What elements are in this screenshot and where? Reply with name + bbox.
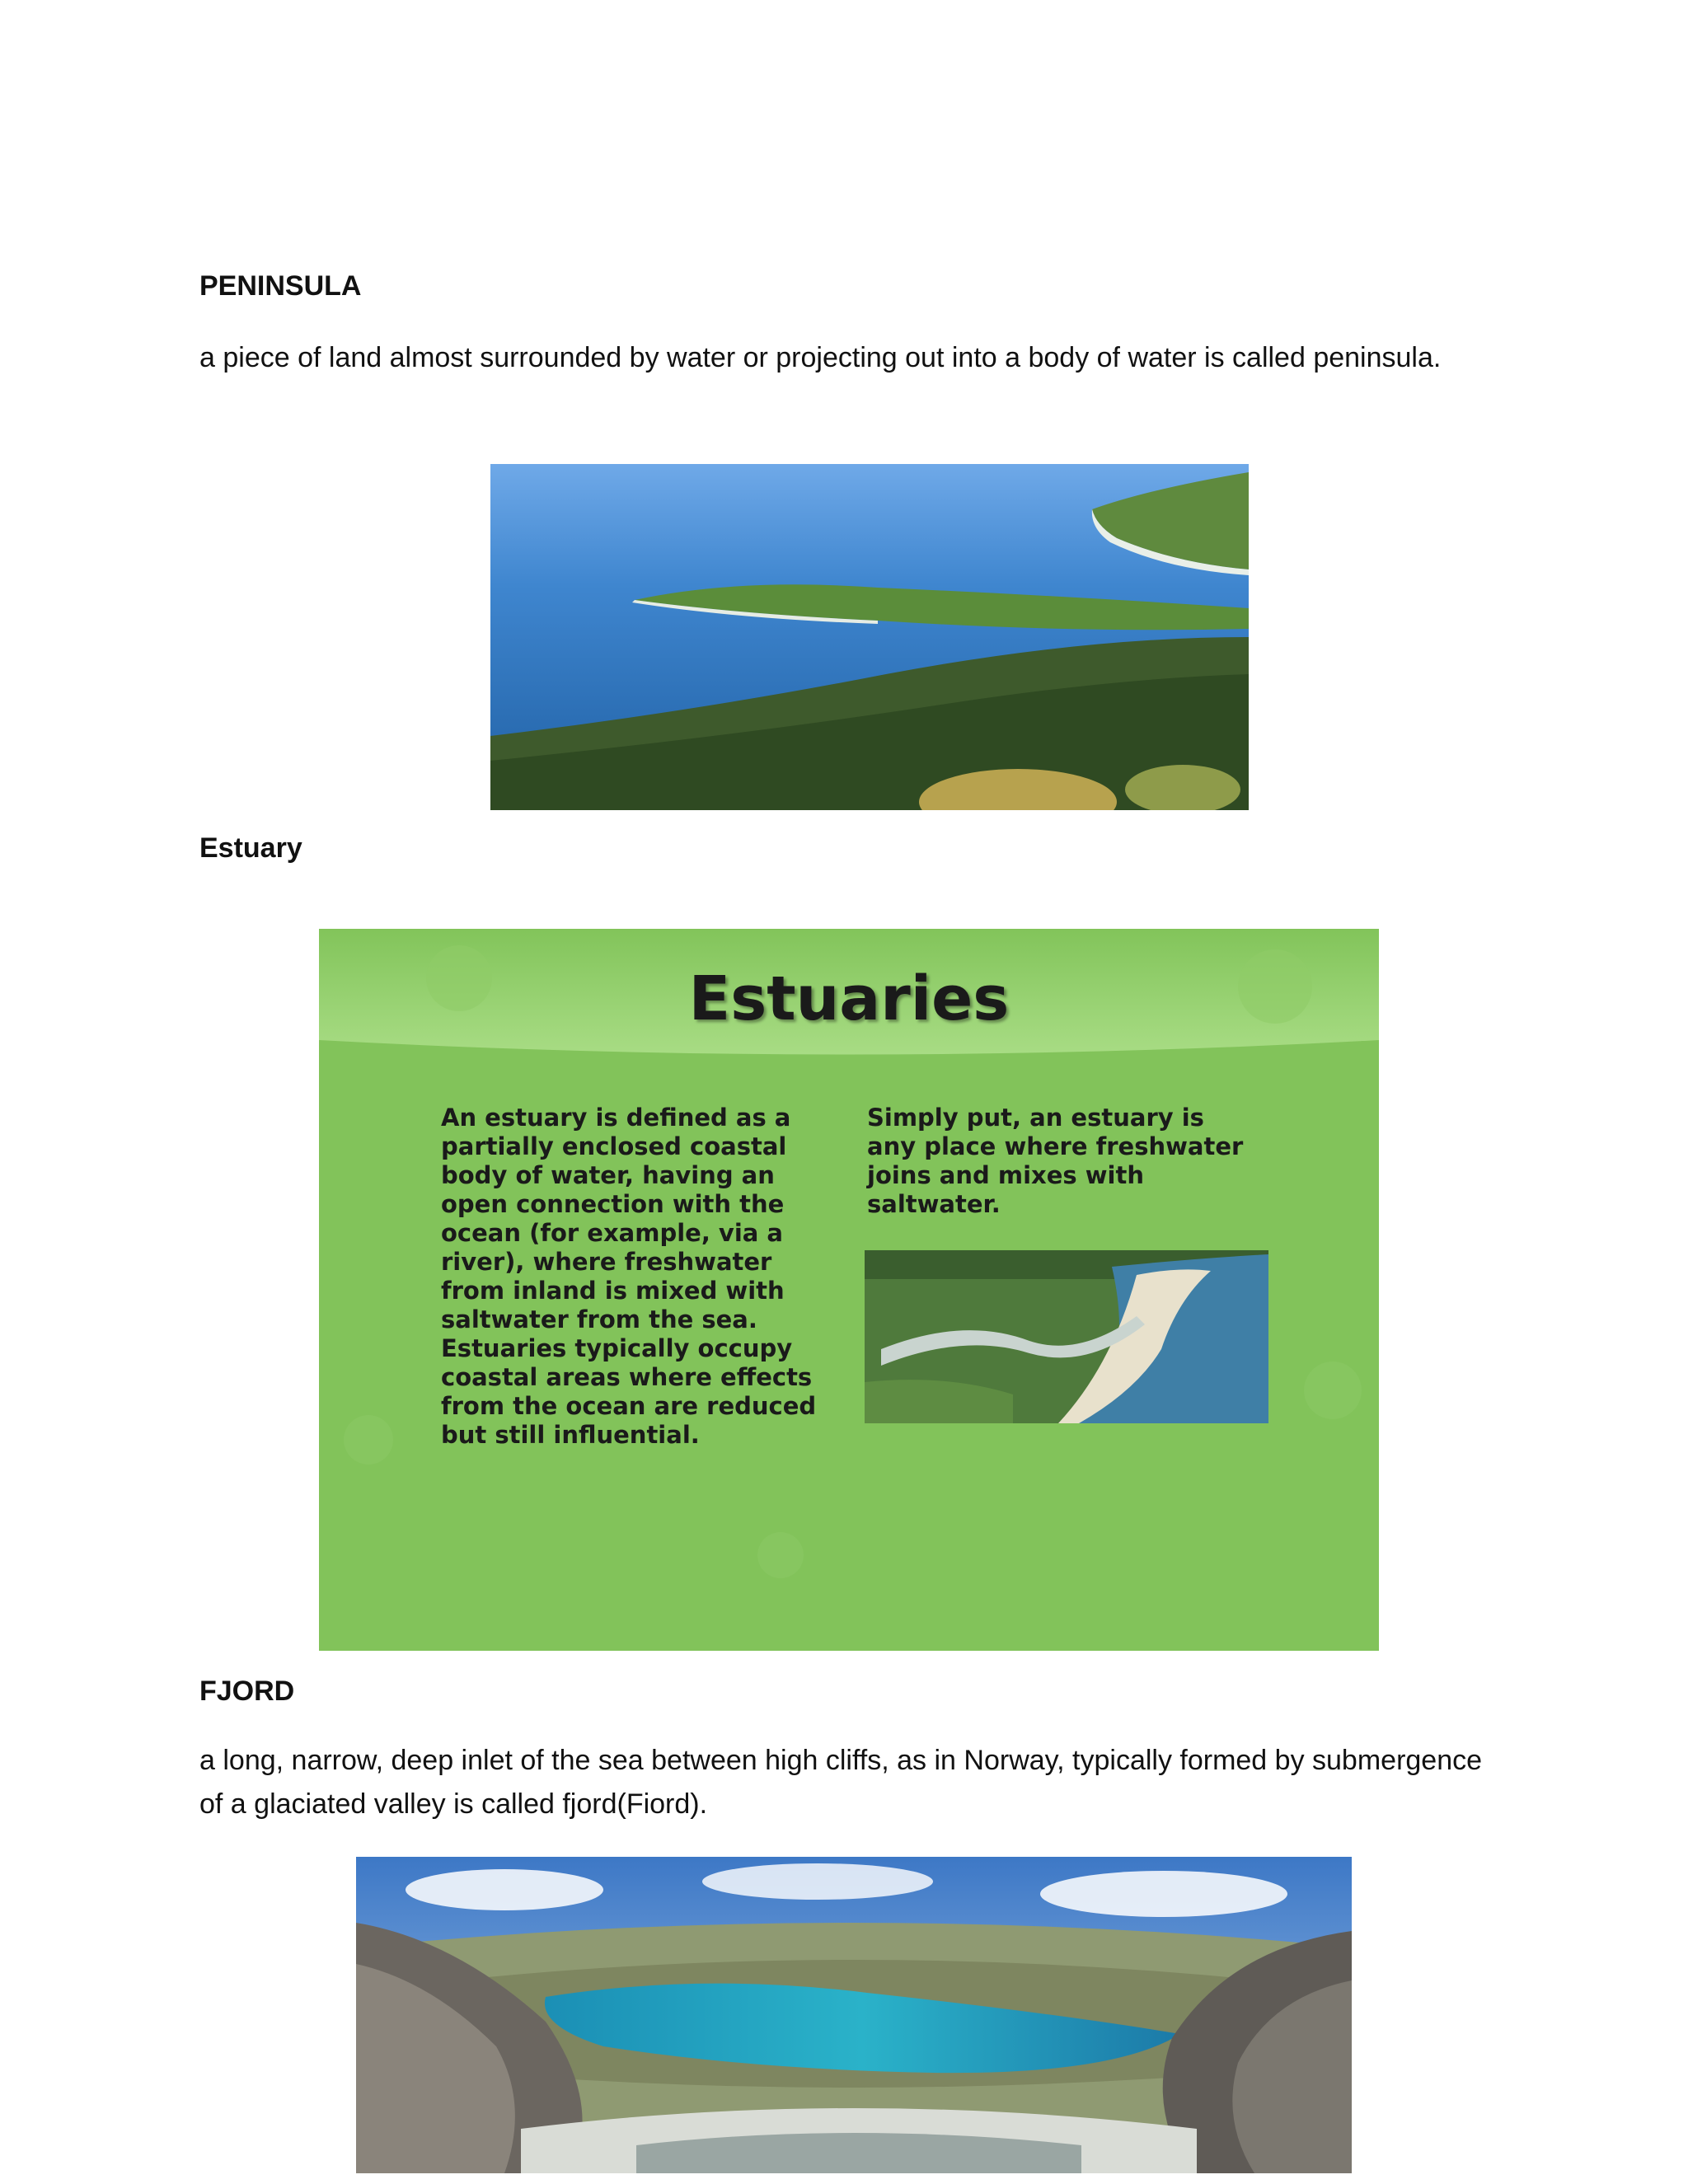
peninsula-definition: a piece of land almost surrounded by water or projecting out into a body of water is called peninsula.: [199, 342, 1442, 373]
peninsula-heading: PENINSULA: [199, 270, 362, 302]
slide-summary-text: Simply put, an estuary is any place where freshwater joins and mixes with saltwater.: [867, 1104, 1244, 1218]
fjord-heading: FJORD: [199, 1675, 295, 1707]
slide-definition-text: An estuary is defined as a partially enclosed coastal body of water, having an open connection with the ocean (for example, via a river), where freshwater from inland is mixed with saltwater from the sea. Estuaries typically occupy coastal areas where effects from the ocean are reduced but still influential.: [441, 1104, 817, 1449]
estuaries-slide: [319, 929, 1379, 1651]
peninsula-photo: [490, 464, 1249, 810]
fjord-photo: [356, 1857, 1352, 2173]
slide-title: Estuaries: [688, 963, 1010, 1034]
fjord-definition: a long, narrow, deep inlet of the sea between high cliffs, as in Norway, typically formed by submergence of a glaciated valley is called fjord(Fiord).: [199, 1745, 1483, 1820]
estuary-aerial-photo: [865, 1250, 1268, 1423]
estuary-heading: Estuary: [199, 832, 302, 864]
